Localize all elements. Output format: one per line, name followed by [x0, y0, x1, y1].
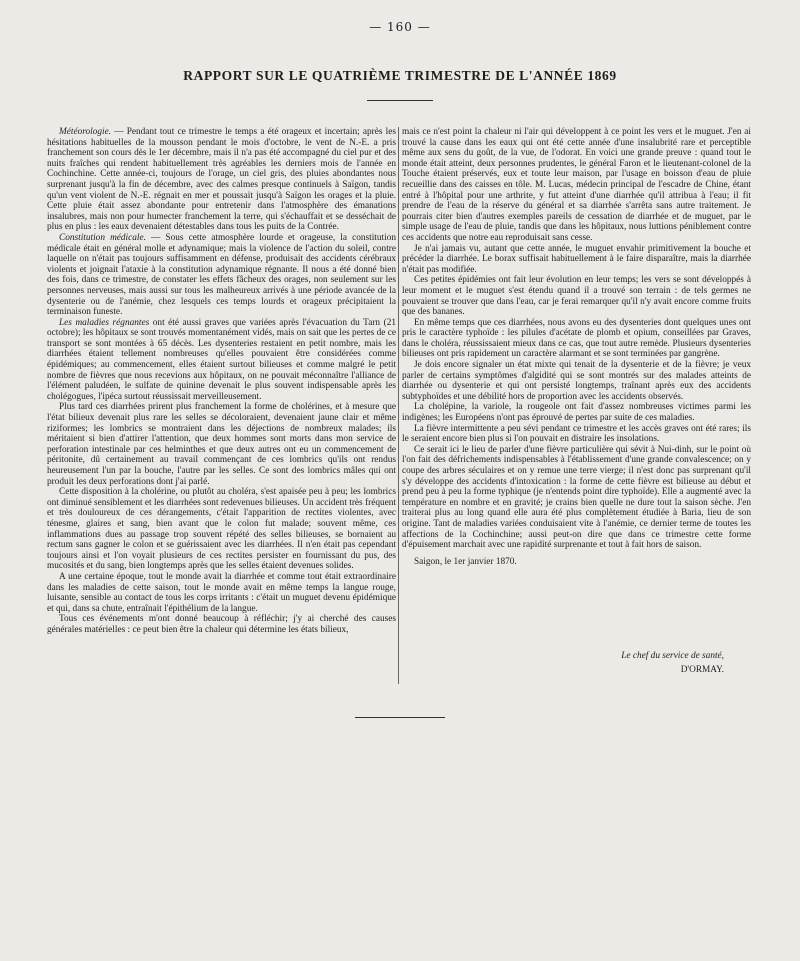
page-number: — 160 —: [369, 20, 431, 34]
signature-name: D'ORMAY.: [680, 665, 724, 675]
signature-block: [402, 649, 724, 677]
paragraph-text: ont été aussi graves que variées après l'évacuation du Tarn (21 octobre); les hôpitaux se sont trouvés momentanément vidés, mais on sait que les pertes de ce transport se sont montées à 65 décès. Les dysenteries restaient en petit nombre, mais les diarrhées étaient tellement nombreuses qu'elles pouvaient être considérées comme épidémiques; au commencement, elles étaient surtout bilieuses et comme malgré le petit nombre de fièvres que nous recevions aux hôpitaux, on ne pouvait méconnaître l'alliance de l'élément paludéen, le sulfate de quinine devenait le plus souvent indispensable après les cholégogues, l'ipéca surtout réussissait merveilleusement.: [47, 317, 396, 402]
paragraph: Plus tard ces diarrhées prirent plus franchement la forme de cholérines, et à mesure que l'état bilieux devenait plus rare les selles se décoloraient, devenaient jaune clair et même riziformes; les lombrics se montraient dans les déjections de nombreux malades; ils méritaient si bien d'attirer l'attention, que deux hommes sont morts dans mon service de perforation intestinale par ces helminthes et que deux autres ont eu un commencement de péritonite, dû certainement au travail commençant de ces lombrics qu'ils ont rendus heureusement l'un par la bouche, l'autre par les selles. Ce sont des lombrics mâles qui ont produit les deux perforations dont j'ai parlé.: [47, 402, 396, 487]
left-column: [47, 127, 396, 636]
paragraph: Tous ces événements m'ont donné beaucoup à réfléchir; j'y ai cherché des causes générales matérielles : ce peut bien être la chaleur qui détermine les états bilieux,: [47, 614, 396, 635]
paragraph-maladies: [47, 318, 396, 403]
paragraph: Je n'ai jamais vu, autant que cette année, le muguet envahir primitivement la bouche et précéder la diarrhée. Le borax suffisait habituellement à le faire disparaître, mais la diarrhée n'était pas modifiée.: [402, 243, 751, 275]
section-lead-meteorologie: Météorologie.: [59, 127, 112, 137]
paragraph-text: — Pendant tout ce trimestre le temps a été orageux et incertain; après les hésitations habituelles de la mousson pendant le mois d'octobre, le vent de N.-E. a pris franchement son cours dès le 1er décembre, mais il n'a pas été accompagné du ciel pur et des nuits fraîches qui rendent habituellement très agréables les derniers mois de l'année en Cochinchine. Cette année-ci, toujours de l'orage, un ciel gris, des pluies abondantes nous surprenant jusqu'à la fin de décembre, avec des calmes presque continuels à Saïgon, tandis qu'un vent violent de N.-E. régnait en mer et poussait jusqu'à Saïgon les orages et la pluie. Cette pluie était assez abondante pour entretenir dans l'atmosphère des émanations insalubres, mais non pour humecter franchement la terre, qui s'échauffait et se desséchait de plus en plus : les eaux devenaient détestables dans tous les puits de la Contrée.: [47, 127, 396, 233]
paragraph-constitution: [47, 233, 396, 318]
section-lead-constitution: Constitution médicale.: [59, 232, 146, 243]
column-divider: [398, 127, 399, 684]
signature-role: Le chef du service de santé,: [621, 651, 724, 661]
paragraph: mais ce n'est point la chaleur ni l'air qui développent à ce point les vers et le muguet. J'en ai trouvé la cause dans les eaux qui ont été cette année d'une insalubrité rare et perceptible même aux sens du goût, de la vue, de l'odorat. En voici une grande preuve : quand tout le monde était atteint, deux personnes prudentes, le général Faron et le lieutenant-colonel de la Touche étaient préservés, eux et toute leur maison, par l'usage en boisson d'eau de pluie recueillie dans des caisses en tôle. M. Lucas, médecin principal de l'escadre de Chine, étant entré à l'hôpital pour une arthrite, y fut atteint d'une diarrhée qu'il attribua à l'eau; il fit prendre de l'eau de la réserve du général et sa diarrhée s'arrêta sans autre traitement. Je pourrais citer bien d'autres exemples pareils de cessation de diarrhée et de muguet, par le simple usage de l'eau de pluie, tandis que dans les hôpitaux, nous luttions péniblement contre ces accidents que notre eau reproduisait sans cesse.: [402, 127, 751, 243]
section-lead-maladies: Les maladies régnantes: [59, 317, 150, 328]
paragraph: En même temps que ces diarrhées, nous avons eu des dysenteries dont quelques unes ont pris le caractère typhoïde : les pilules d'acétate de plomb et opium, conseillées par Graves, dans le choléra, réussissaient mieux dans ce cas, que tout autre remède. Plusieurs dysenteries bilieuses ont pris rapidement un caractère alarmant et se sont terminées par gangrène.: [402, 317, 751, 360]
paragraph: Ces petites épidémies ont fait leur évolution en leur temps; les vers se sont développés à leur moment et le muguet s'est étendu quand il a trouvé son terrain : de tels germes ne pouvaient se trouver que dans l'eau, car je ferai remarquer qu'il n'y avait encore comme fruits que des bananes.: [402, 275, 751, 318]
right-column: [402, 127, 751, 567]
paragraph: La choléрine, la variole, la rougeole ont fait d'assez nombreuses victimes parmi les indigènes; les Européens n'ont pas éprouvé de pertes par suite de ces maladies.: [402, 402, 751, 424]
paragraph: Cette disposition à la cholérine, ou plutôt au choléra, s'est apaisée peu à peu; les lombrics ont diminué sensiblement et les diarrhées sont redevenues bilieuses. Un accident très fréquent et très douloureux de ces dérangements, c'était l'apparition de rectites violentes, avec ténesme, glaires et sang, bien avant que le colon fut malade; souvent même, ces inflammations dues au passage trop souvent répété des selles bilieuses, se bornaient au rectum sans gagner le colon et se guérissaient avec les diarrhées. Il n'en était pas cependant toujours ainsi et l'on voyait plusieurs de ces rectites persister en fournissant du pus, des mucosités et du sang, bien longtemps après que les selles étaient devenues solides.: [47, 487, 396, 572]
paragraph: Ce serait ici le lieu de parler d'une fièvre particulière qui sévit à Nui-dinh, sur le point où l'on fait des défrichements indispensables à l'établissement d'une grande convalescence; on y coupe des arbres séculaires et on y remue une terre vierge; il n'est donc pas surprenant qu'il s'y développe des accidents d'intoxication : la forme de cette fièvre est bilieuse au début et prend peu à peu la forme typhique (je n'entends point dire typhoïde). Elle a augmenté avec la température en nombre et en gravité; je crains bien quelle ne dure tout la saison sèche. J'en traiterai plus au long quand elle aura été plus complètement étudiée à Baria, lieu de son origine. Tant de maladies variées conduisaient vite à l'anémie, ce dernier terme de toutes les affections de la Cochinchine; aussi peut-on dire que dans ce trimestre cette forme d'épuisement marchait avec une rapidité surprenante et tout à fait hors de saison.: [402, 444, 751, 551]
title-rule: [367, 100, 433, 101]
paragraph-text: — Sous cette atmosphère lourde et orageuse, la constitution médicale était en général molle et adynamique; mais la violence de l'action du soleil, contre laquelle on n'était pas toujours suffisamment en défense, produisait des accidents cérébraux violents et joignait l'ataxie à la constitution adynamique régnante. Il nous a été donné bien des fois, dans ce trimestre, de constater les effets fâcheux des orages, non seulement sur les personnes nerveuses, mais aussi sur tous les malheureux arrivés à une période avancée de la dysenterie ou de l'anémie, chez lesquels ces temps lourds et orageux précipitaient la terminaison funeste.: [47, 232, 396, 318]
report-title: RAPPORT SUR LE QUATRIÈME TRIMESTRE DE L'ANNÉE 1869: [183, 68, 617, 83]
closing-rule: [355, 717, 445, 718]
date-line: Saigon, le 1er janvier 1870.: [414, 556, 517, 567]
paragraph: A une certaine époque, tout le monde avait la diarrhée et comme tout était extraordinaire dans les maladies de cette saison, tout le monde avait en même temps la langue rouge, luisante, sensible au contact de tous les corps irritants : c'était un muguet devenu épidémique et qui, dans sa chute, entraînait l'épithélium de la langue.: [47, 571, 396, 614]
paragraph: Je dois encore signaler un état mixte qui tenait de la dysenterie et de la fièvre; je veux parler de certains symptômes d'algidité qui se sont montrés sur des malades atteints de diarrhée ou dysenterie et qui ont persisté longtemps, traînant après eux des accidents subtyphoïdes et une débilité hors de proportion avec les accidents observés.: [402, 360, 751, 402]
paragraph-meteorologie: [47, 127, 396, 233]
paragraph: La fièvre intermittente a peu sévi pendant ce trimestre et les accès graves ont été rares; ils le seraient encore bien plus si l'on pouvait en distraire les insolations.: [402, 423, 751, 445]
